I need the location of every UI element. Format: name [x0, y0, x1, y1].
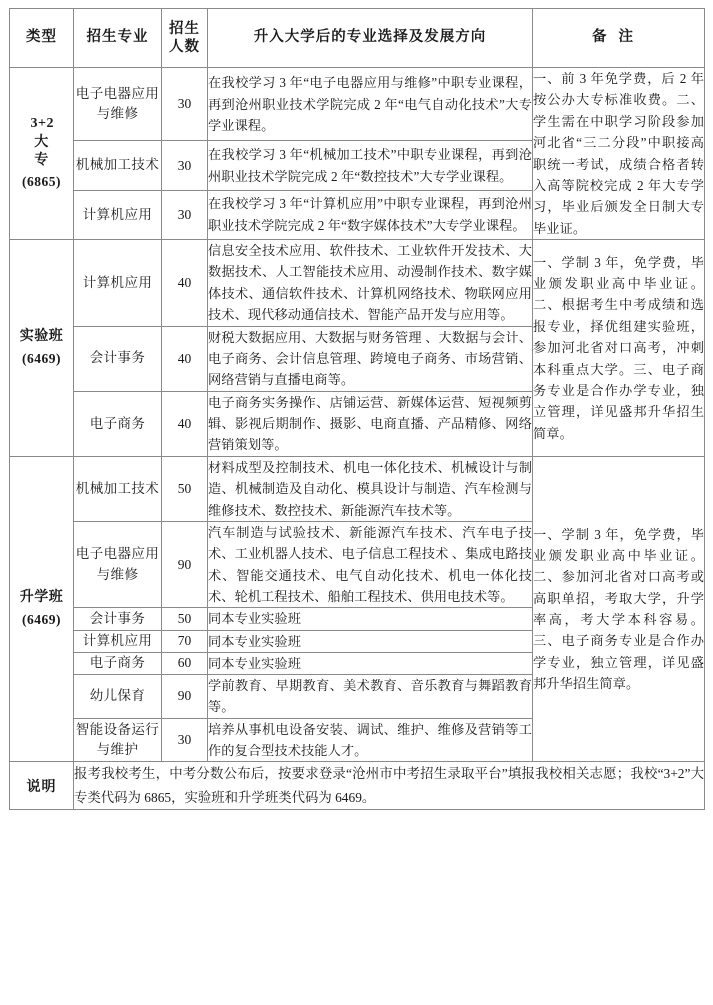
- enrollment-count: 50: [162, 608, 208, 630]
- major-name: 会计事务: [74, 608, 162, 630]
- header-count-line2: 人数: [169, 39, 200, 55]
- direction-text: 培养从事机电设备安装、调试、维护、维修及营销等工作的复合型技术技能人才。: [208, 718, 533, 762]
- note-row: [10, 762, 705, 810]
- direction-text: 在我校学习 3 年“电子电器应用与维修”中职专业课程，再到沧州职业技术学院完成 2 年“电气自动化技术”大专学业课程。: [208, 68, 533, 141]
- header-remark: 备注: [533, 9, 705, 68]
- major-name: 电子商务: [74, 391, 162, 456]
- section-type-label: 升学班: [19, 590, 64, 606]
- major-name: 电子电器应用与维修: [74, 68, 162, 141]
- table-row: [10, 68, 705, 141]
- major-name: 电子商务: [74, 652, 162, 674]
- enrollment-count: 40: [162, 391, 208, 456]
- major-name: 计算机应用: [74, 190, 162, 239]
- enrollment-count: 90: [162, 521, 208, 608]
- direction-text: 同本专业实验班: [208, 630, 533, 652]
- header-type: 类型: [10, 9, 74, 68]
- direction-text: 财税大数据应用、大数据与财务管理 、大数据与会计、电子商务、会计信息管理、跨境电子商务、市场营销、网络营销与直播电商等。: [208, 326, 533, 391]
- section-type-3plus2: [10, 68, 74, 240]
- section-remark: 一、学制 3 年，免学费，毕业颁发职业高中毕业证。二、参加河北省对口高考或高职单招，考取大学，升学率高，考大学本科容易。三、电子商务专业是合作办学专业，独立管理，详见盛邦升华招生简章。: [533, 456, 705, 762]
- enrollment-count: 40: [162, 326, 208, 391]
- direction-text: 在我校学习 3 年“计算机应用”中职专业课程，再到沧州职业技术学院完成 2 年“数字媒体技术”大专学业课程。: [208, 190, 533, 239]
- note-label: 说明: [10, 762, 74, 810]
- major-name: 计算机应用: [74, 240, 162, 327]
- direction-text: 同本专业实验班: [208, 652, 533, 674]
- enrollment-count: 30: [162, 190, 208, 239]
- direction-text: 同本专业实验班: [208, 608, 533, 630]
- direction-text: 信息安全技术应用、软件技术、工业软件开发技术、大数据技术、人工智能技术应用、动漫制作技术、数字媒体技术、通信软件技术、计算机网络技术、物联网应用技术、现代移动通信技术、智能产品开发与应用等。: [208, 240, 533, 327]
- enrollment-count: 30: [162, 141, 208, 190]
- major-name: 电子电器应用与维修: [74, 521, 162, 608]
- header-direction: 升入大学后的专业选择及发展方向: [208, 9, 533, 68]
- table-header-row: [10, 9, 705, 68]
- section-type-label-1: 3+2: [30, 116, 54, 132]
- section-remark: 一、学制 3 年，免学费，毕业颁发职业高中毕业证。二、根据考生中考成绩和选报专业，择优组建实验班，参加河北省对口高考，冲刺本科重点大学。三、电子商务专业是合作办学专业，独立管理，详见盛邦升华招生简章。: [533, 240, 705, 457]
- direction-text: 电子商务实务操作、店铺运营、新媒体运营、短视频剪辑、影视后期制作、摄影、电商直播、产品精修、网络营销策划等。: [208, 391, 533, 456]
- enrollment-table: [9, 8, 705, 810]
- header-count: [162, 9, 208, 68]
- header-count-line1: 招生: [169, 20, 200, 37]
- direction-text: 学前教育、早期教育、美术教育、音乐教育与舞蹈教育等。: [208, 674, 533, 718]
- section-type-label: 实验班: [19, 328, 64, 344]
- section-type-experimental: [10, 240, 74, 457]
- table-row: [10, 456, 705, 521]
- enrollment-count: 30: [162, 718, 208, 762]
- section-type-label-3: 专: [34, 152, 49, 168]
- enrollment-count: 50: [162, 456, 208, 521]
- section-type-code: (6865): [22, 174, 61, 189]
- section-type-label-2: 大: [34, 134, 49, 150]
- section-type-code: (6469): [22, 351, 61, 367]
- major-name: 机械加工技术: [74, 141, 162, 190]
- note-text: 报考我校考生，中考分数公布后，按要求登录“沧州市中考招生录取平台”填报我校相关志愿；我校“3+2”大专类代码为 6865，实验班和升学班类代码为 6469。: [74, 762, 705, 810]
- header-major: 招生专业: [74, 9, 162, 68]
- section-remark: 一、前 3 年免学费，后 2 年按公办大专标准收费。二、学生需在中职学习阶段参加河北省“三二分段”中职接高职统一考试，成绩合格者转入高等院校完成 2 年大专学习，毕业后颁发全日制大专毕业证。: [533, 68, 705, 240]
- direction-text: 材料成型及控制技术、机电一体化技术、机械设计与制造、机械制造及自动化、模具设计与制造、汽车检测与维修技术、数控技术、新能源汽车技术等。: [208, 456, 533, 521]
- enrollment-count: 70: [162, 630, 208, 652]
- table-row: [10, 240, 705, 327]
- enrollment-count: 90: [162, 674, 208, 718]
- section-type-code: (6469): [22, 612, 61, 628]
- enrollment-count: 60: [162, 652, 208, 674]
- major-name: 智能设备运行与维护: [74, 718, 162, 762]
- direction-text: 在我校学习 3 年“机械加工技术”中职专业课程，再到沧州职业技术学院完成 2 年“数控技术”大专学业课程。: [208, 141, 533, 190]
- enrollment-count: 40: [162, 240, 208, 327]
- major-name: 计算机应用: [74, 630, 162, 652]
- major-name: 幼儿保育: [74, 674, 162, 718]
- enrollment-count: 30: [162, 68, 208, 141]
- section-type-advancement: [10, 456, 74, 762]
- direction-text: 汽车制造与试验技术、新能源汽车技术、汽车电子技术、工业机器人技术、电子信息工程技术 、集成电路技术、智能交通技术、电气自动化技术、机电一体化技术、轮机工程技术、船舶工程技术、供用电技术等。: [208, 521, 533, 608]
- major-name: 会计事务: [74, 326, 162, 391]
- major-name: 机械加工技术: [74, 456, 162, 521]
